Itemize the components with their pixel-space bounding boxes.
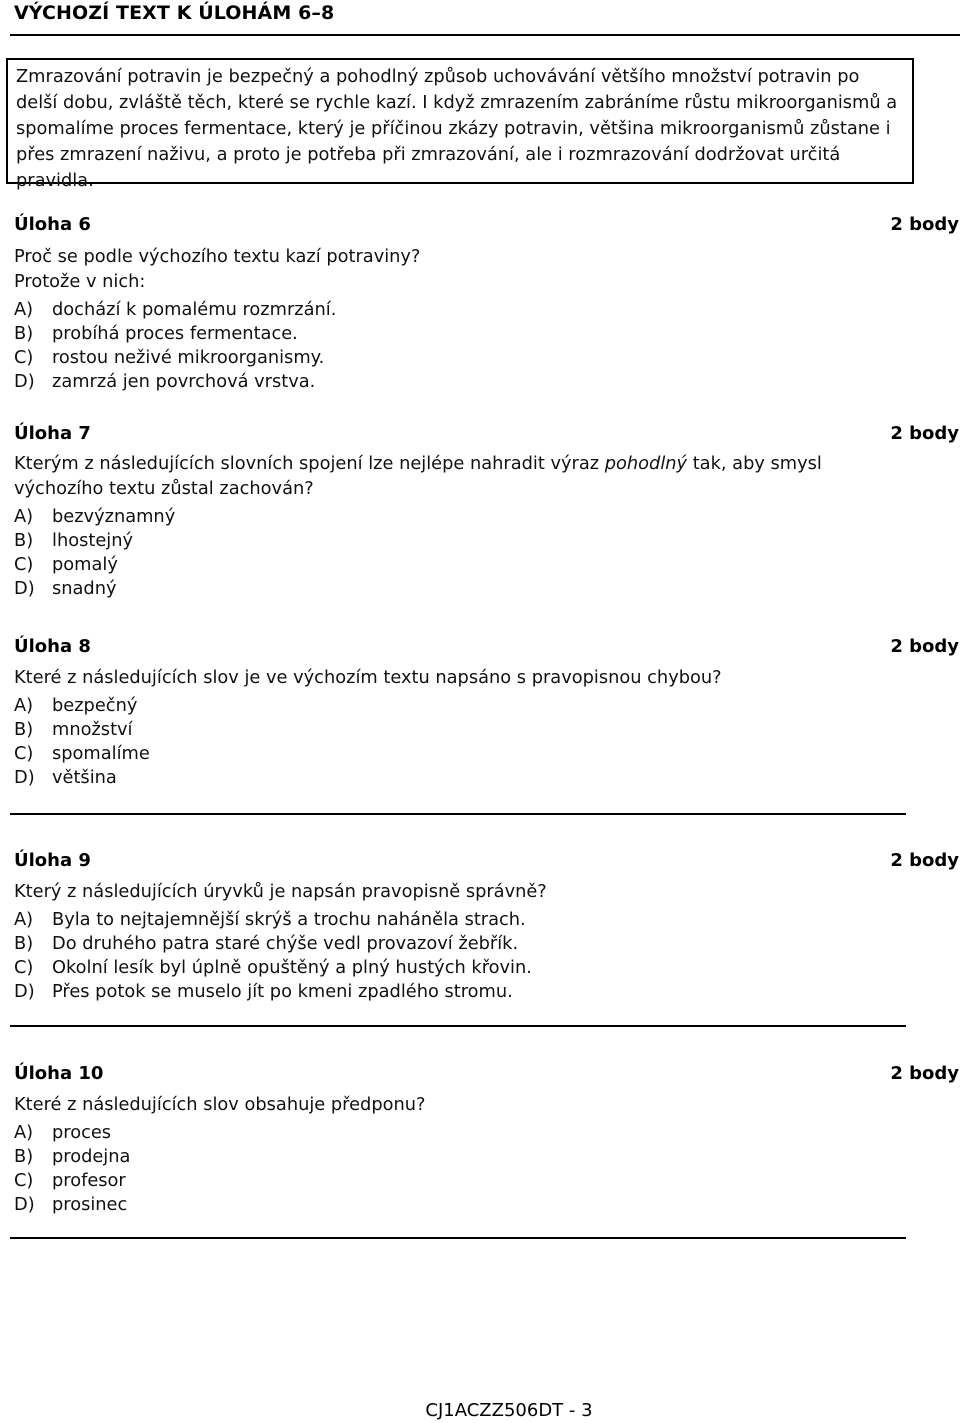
option-letter: C) [14,554,34,575]
task-8-header [14,636,959,662]
task-8-option-b[interactable] [14,718,914,743]
task-6-question [14,245,914,294]
option-text: Byla to nejtajemnější skrýš a trochu naháněla strach. [52,909,526,930]
section-divider [10,1237,906,1239]
source-line: Zmrazování potravin je bezpečný a pohodlný způsob uchovávání většího množství potravin po [16,66,860,87]
option-text: Okolní lesík byl úplně opuštěný a plný hustých křovin. [52,957,532,978]
task-9-option-a[interactable] [14,908,914,933]
task-7-header [14,423,959,449]
source-line: pravidla. [16,170,94,191]
option-letter: B) [14,933,34,954]
task-7-option-d[interactable] [14,577,914,602]
option-text: profesor [52,1170,126,1191]
option-letter: C) [14,743,34,764]
task-6-option-c[interactable] [14,346,914,371]
task-10-option-d[interactable] [14,1193,914,1218]
task-title: Úloha 8 [14,636,91,657]
option-letter: A) [14,695,34,716]
section-divider [10,1025,906,1027]
page-footer-code: CJ1ACZZ506DT - 3 [425,1400,593,1421]
task-10-header [14,1063,959,1089]
option-text: rostou neživé mikroorganismy. [52,347,325,368]
option-letter: D) [14,767,35,788]
task-points: 2 body [890,850,959,871]
option-letter: A) [14,909,34,930]
task-6-option-a[interactable] [14,298,914,323]
source-line: přes zmrazení naživu, a proto je potřeba při zmrazování, ale i rozmrazování dodržovat určitá [16,144,841,165]
question-line: Které z následujících slov je ve výchozím textu napsáno s pravopisnou chybou? [14,667,722,688]
option-letter: B) [14,323,34,344]
task-9-option-b[interactable] [14,932,914,957]
task-10-option-b[interactable] [14,1145,914,1170]
task-7-question [14,452,914,501]
task-6-header [14,214,959,240]
option-text: zamrzá jen povrchová vrstva. [52,371,316,392]
task-title: Úloha 9 [14,850,91,871]
question-line: výchozího textu zůstal zachován? [14,477,314,499]
option-text: spomalíme [52,743,150,764]
option-text: probíhá proces fermentace. [52,323,298,344]
task-6-option-b[interactable] [14,322,914,347]
question-emphasis: pohodlný [604,453,688,474]
task-10-question [14,1093,914,1118]
option-letter: B) [14,530,34,551]
question-line: Které z následujících slov obsahuje předponu? [14,1094,426,1115]
option-letter: C) [14,1170,34,1191]
task-points: 2 body [890,423,959,444]
question-line: Který z následujících úryvků je napsán pravopisně správně? [14,881,547,902]
option-letter: C) [14,957,34,978]
option-letter: A) [14,506,34,527]
task-points: 2 body [890,1063,959,1084]
task-7-option-c[interactable] [14,553,914,578]
task-title: Úloha 7 [14,423,91,444]
task-10-option-a[interactable] [14,1121,914,1146]
task-7-option-b[interactable] [14,529,914,554]
task-8-option-a[interactable] [14,694,914,719]
task-8-option-d[interactable] [14,766,914,791]
option-text: většina [52,767,117,788]
option-text: lhostejný [52,530,133,551]
task-title: Úloha 6 [14,214,91,235]
task-6-option-d[interactable] [14,370,914,395]
option-text: prodejna [52,1146,131,1167]
question-line [14,452,914,477]
option-text: Do druhého patra staré chýše vedl provazoví žebřík. [52,933,519,954]
option-text: bezpečný [52,695,138,716]
task-9-header [14,850,959,876]
option-letter: D) [14,1194,35,1215]
option-letter: D) [14,981,35,1002]
section-divider [10,813,906,815]
option-letter: B) [14,1146,34,1167]
task-points: 2 body [890,214,959,235]
task-title: Úloha 10 [14,1063,104,1084]
header-divider [10,34,960,36]
option-letter: A) [14,299,34,320]
option-text: pomalý [52,554,118,575]
question-line: Protože v nich: [14,270,146,292]
option-letter: D) [14,578,35,599]
option-text: dochází k pomalému rozmrzání. [52,299,337,320]
option-letter: D) [14,371,35,392]
task-7-option-a[interactable] [14,505,914,530]
option-text: Přes potok se muselo jít po kmeni zpadlého stromu. [52,981,513,1002]
task-10-option-c[interactable] [14,1169,914,1194]
option-letter: A) [14,1122,34,1143]
option-text: proces [52,1122,112,1143]
option-text: bezvýznamný [52,506,176,527]
question-text: Kterým z následujících slovních spojení lze nejlépe nahradit výraz [14,453,605,474]
option-text: prosinec [52,1194,128,1215]
option-text: snadný [52,578,117,599]
task-points: 2 body [890,636,959,657]
option-letter: B) [14,719,34,740]
source-line: spomalíme proces fermentace, který je příčinou zkázy potravin, většina mikroorganismů zůstane i [16,118,891,139]
task-9-question [14,880,914,905]
task-9-option-d[interactable] [14,980,914,1005]
task-9-option-c[interactable] [14,956,914,981]
section-header: VÝCHOZÍ TEXT K ÚLOHÁM 6–8 [14,2,335,24]
source-text-box [6,58,914,191]
question-line: Proč se podle výchozího textu kazí potraviny? [14,246,421,267]
question-text: tak, aby smysl [687,453,822,474]
task-8-option-c[interactable] [14,742,914,767]
task-8-question [14,666,914,691]
source-line: delší dobu, zvláště těch, které se rychle kazí. I když zmrazením zabráníme růstu mikroorganismů a [16,92,898,113]
option-letter: C) [14,347,34,368]
option-text: množství [52,719,133,740]
